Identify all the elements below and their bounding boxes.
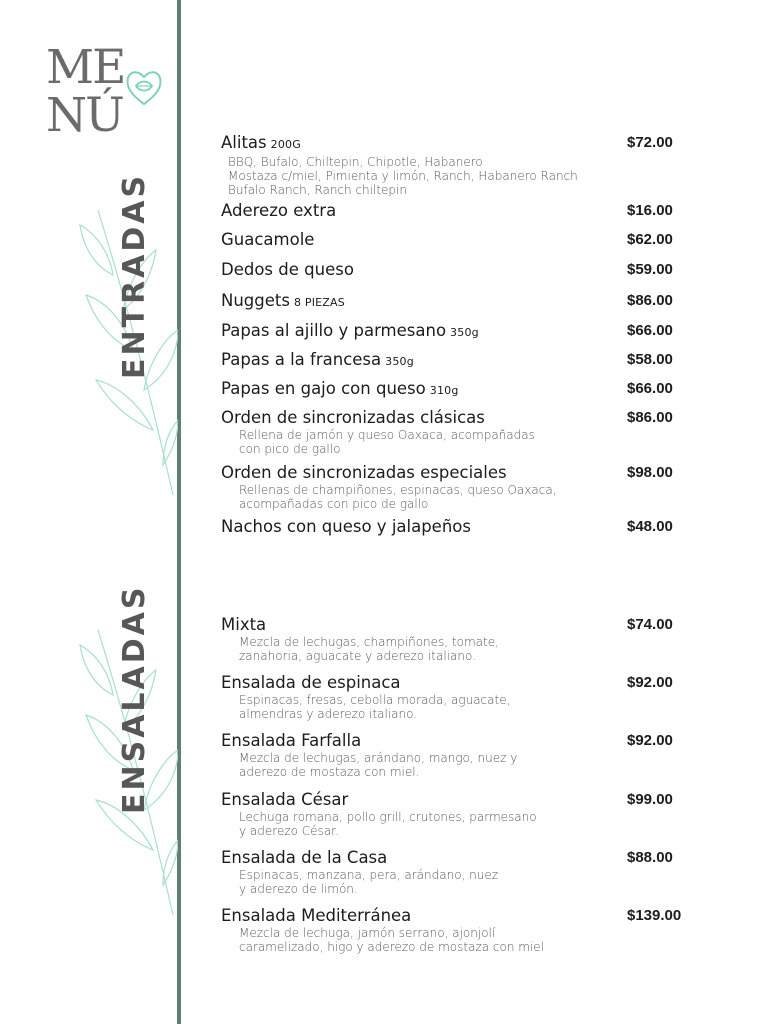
item-price: $48.00	[627, 518, 673, 535]
item-desc: almendras y aderezo italiano.	[239, 707, 418, 721]
menu-item	[221, 260, 701, 280]
item-name: Guacamole	[221, 230, 315, 249]
item-price: $72.00	[627, 134, 673, 151]
item-desc: acompañadas con pico de gallo	[239, 497, 429, 511]
item-name: Dedos de queso	[221, 260, 354, 279]
item-name: Papas en gajo con queso	[221, 379, 426, 398]
item-desc: con pico de gallo	[239, 442, 341, 456]
item-price: $59.00	[627, 261, 673, 278]
item-price: $88.00	[627, 849, 673, 866]
logo-line-1: ME	[46, 40, 125, 95]
item-desc: Rellena de jamón y queso Oaxaca, acompañadas	[239, 428, 535, 442]
item-desc: BBQ, Bufalo, Chiltepin, Chipotle, Habanero	[228, 155, 483, 169]
item-name: Mixta	[221, 615, 267, 634]
menu-item	[221, 379, 701, 401]
item-desc: Lechuga romana, pollo grill, crutones, parmesano	[239, 810, 537, 824]
menu-item	[221, 408, 701, 456]
item-desc: Rellenas de champiñones, espinacas, queso Oaxaca,	[239, 483, 557, 497]
item-desc: y aderezo de limón.	[239, 882, 358, 896]
menu-item	[221, 615, 701, 663]
item-name: Ensalada Farfalla	[221, 731, 362, 750]
item-desc: y aderezo César.	[239, 824, 339, 838]
section-title-entradas: ENTRADAS	[117, 172, 152, 379]
item-price: $62.00	[627, 231, 673, 248]
item-price: $74.00	[627, 616, 673, 633]
item-name: Papas al ajillo y parmesano	[221, 321, 447, 340]
item-desc: Espinacas, manzana, pera, arándano, nuez	[239, 868, 499, 882]
menu-item	[221, 906, 701, 954]
item-qty: 350g	[450, 326, 479, 339]
item-desc: Mezcla de lechugas, arándano, mango, nuez y	[239, 751, 518, 765]
item-name: Alitas	[221, 133, 267, 152]
section-title-ensaladas: ENSALADAS	[117, 584, 152, 814]
item-qty: 200G	[270, 138, 301, 151]
menu-item	[221, 731, 701, 779]
menu-item	[221, 201, 701, 221]
item-desc: Mezcla de lechuga, jamón serrano, ajonjolí	[239, 926, 496, 940]
item-price: $98.00	[627, 464, 673, 481]
item-price: $92.00	[627, 732, 673, 749]
item-name: Ensalada de espinaca	[221, 673, 401, 692]
menu-item	[221, 463, 701, 511]
item-qty: 350g	[385, 355, 414, 368]
item-price: $16.00	[627, 202, 673, 219]
menu-item	[221, 133, 701, 197]
item-desc: Bufalo Ranch, Ranch chiltepin	[228, 183, 407, 197]
menu-logo	[46, 40, 166, 144]
item-desc: Espinacas, fresas, cebolla morada, aguacate,	[239, 693, 511, 707]
menu-item	[221, 350, 701, 372]
item-price: $139.00	[627, 907, 682, 924]
item-price: $66.00	[627, 380, 673, 397]
item-name: Orden de sincronizadas especiales	[221, 463, 507, 482]
menu-item	[221, 291, 701, 313]
item-price: $92.00	[627, 674, 673, 691]
item-name: Nuggets	[221, 291, 290, 310]
item-name: Nachos con queso y jalapeños	[221, 517, 471, 536]
item-price: $58.00	[627, 351, 673, 368]
item-name: Ensalada César	[221, 790, 349, 809]
menu-item	[221, 790, 701, 838]
logo-line-2: NÚ	[46, 88, 123, 143]
item-name: Ensalada Mediterránea	[221, 906, 412, 925]
item-desc: caramelizado, higo y aderezo de mostaza con miel	[239, 940, 545, 954]
item-desc: Mezcla de lechugas, champiñones, tomate,	[239, 635, 499, 649]
item-name: Aderezo extra	[221, 201, 337, 220]
heart-leaf-icon	[124, 64, 164, 108]
menu-item	[221, 848, 701, 896]
item-price: $86.00	[627, 292, 673, 309]
item-name: Ensalada de la Casa	[221, 848, 388, 867]
menu-item	[221, 321, 701, 343]
item-name: Papas a la francesa	[221, 350, 382, 369]
item-qty: 310g	[429, 384, 459, 397]
item-desc: aderezo de mostaza con miel.	[239, 765, 420, 779]
item-price: $66.00	[627, 322, 673, 339]
menu-item	[221, 673, 701, 721]
menu-item	[221, 230, 701, 250]
item-desc: zanahoria, aguacate y aderezo italiano.	[239, 649, 476, 663]
item-price: $99.00	[627, 791, 673, 808]
menu-item	[221, 517, 701, 537]
item-price: $86.00	[627, 409, 673, 426]
item-name: Orden de sincronizadas clásicas	[221, 408, 485, 427]
item-desc: Mostaza c/miel, Pimienta y limón, Ranch, Habanero Ranch	[228, 169, 578, 183]
item-qty: 8 PIEZAS	[293, 296, 345, 309]
